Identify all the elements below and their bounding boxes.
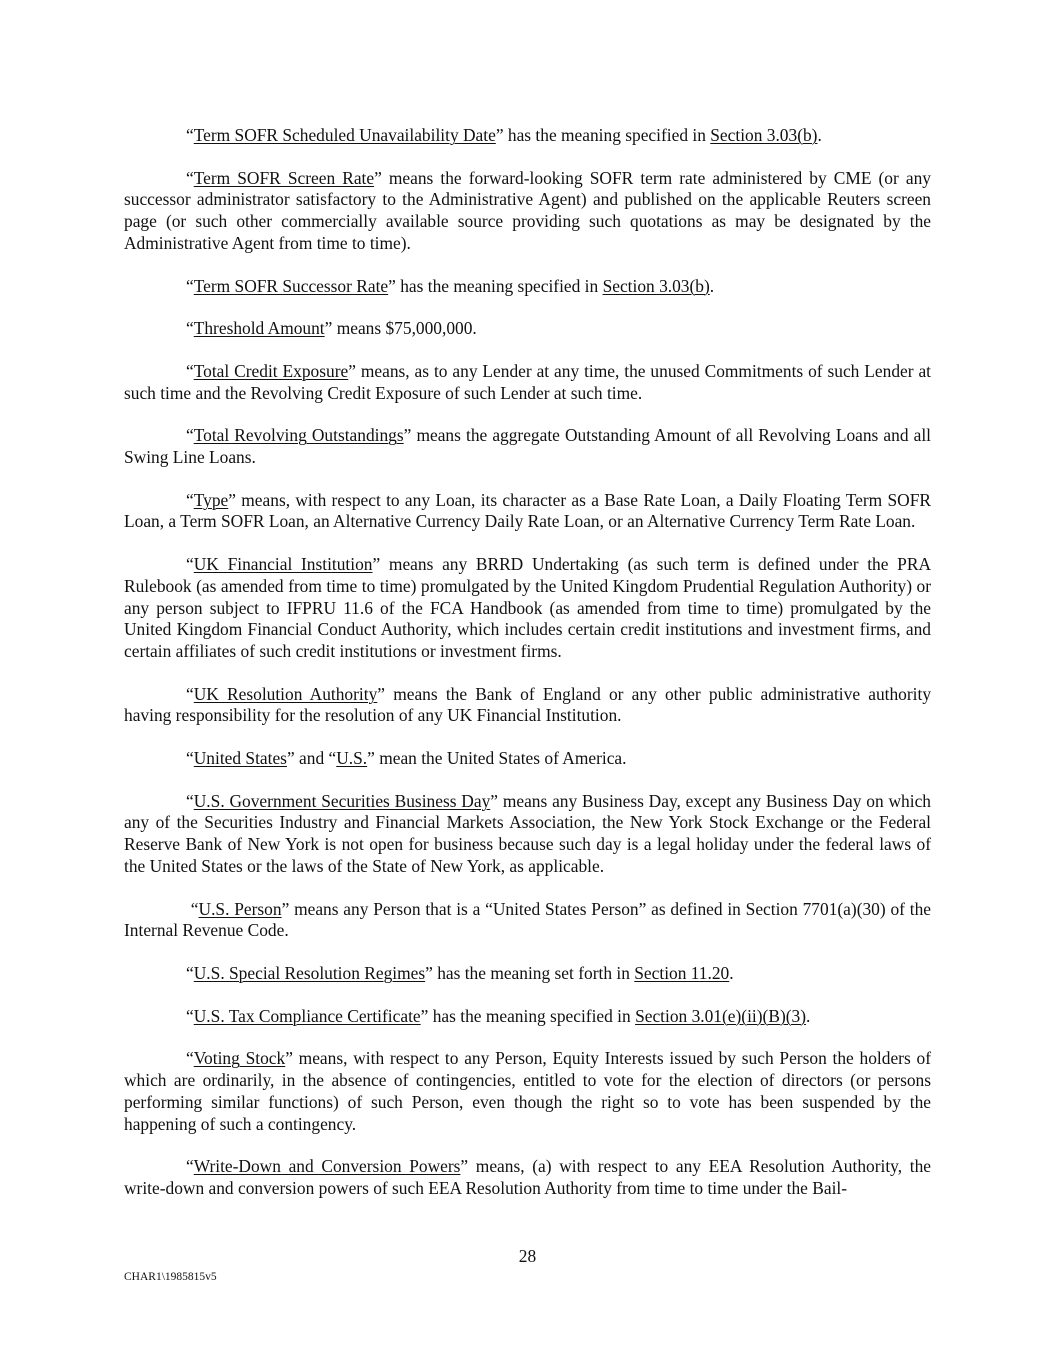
defined-term: Total Revolving Outstandings [193,425,404,446]
defined-term: Type [193,489,229,510]
defined-term: Term SOFR Successor Rate [193,275,389,296]
definition-paragraph: “Write-Down and Conversion Powers” means, (a) with respect to any EEA Resolution Authority, the write-down and conversion powers of such EEA Resolution Authority from time to time under the Bail- [124,1156,932,1198]
definition-paragraph: “U.S. Tax Compliance Certificate” has the meaning specified in Section 3.01(e)(ii)(B)(3). [186,1005,811,1026]
definition-paragraph: “U.S. Special Resolution Regimes” has the meaning set forth in Section 11.20. [186,962,734,983]
definition-paragraph: “Term SOFR Screen Rate” means the forward-looking SOFR term rate administered by CME (or any successor administrator satisfactory to the Administrative Agent) and published on the applicable Reuters screen page (or such other commercially available source providing such quotations as may be designated by the Administrative Agent from time to time). [124,167,931,253]
definition-paragraph: “U.S. Government Securities Business Day” means any Business Day, except any Business Day on which any of the Securities Industry and Financial Markets Association, the New York Stock Exchange or the Federal Reserve Bank of New York is not open for business because such day is a legal holiday under the federal laws of the United States or the laws of the State of New York, as applicable. [124,790,931,876]
section-reference: Section 3.03(b) [710,125,818,145]
defined-term: U.S. [336,748,368,769]
definitions-body [124,125,931,1200]
definition-paragraph: “Term SOFR Scheduled Unavailability Date” has the meaning specified in Section 3.03(b). [186,125,822,145]
page-number: 28 [518,1246,537,1266]
defined-term: UK Financial Institution [193,554,373,575]
defined-term: U.S. Special Resolution Regimes [193,962,426,983]
defined-term: United States [193,748,287,769]
definition-paragraph: “Term SOFR Successor Rate” has the meaning specified in Section 3.03(b). [186,275,715,296]
document-id: CHAR1\1985815v5 [124,1271,217,1283]
section-reference: Section 3.03(b) [602,275,710,296]
defined-term: Total Credit Exposure [193,360,349,381]
definition-paragraph: “Threshold Amount” means $75,000,000. [186,318,477,339]
defined-term: UK Resolution Authority [193,683,378,704]
definition-paragraph: “Voting Stock” means, with respect to any Person, Equity Interests issued by such Person the holders of which are ordinarily, in the absence of contingencies, entitled to vote for the election of directors (or persons performing similar functions) of such Person, even though the right so to vote has been suspended by the happening of such a contingency. [124,1048,931,1134]
defined-term: Voting Stock [193,1048,286,1069]
definition-paragraph: “UK Resolution Authority” means the Bank of England or any other public administrative authority having responsibility for the resolution of any UK Financial Institution. [124,683,932,726]
defined-term: U.S. Government Securities Business Day [193,790,491,811]
section-reference: Section 3.01(e)(ii)(B)(3) [635,1005,807,1026]
defined-term: U.S. Tax Compliance Certificate [193,1005,421,1026]
defined-term: U.S. Person [198,898,282,919]
definition-paragraph: “UK Financial Institution” means any BRRD Undertaking (as such term is defined under the PRA Rulebook (as amended from time to time) promulgated by the United Kingdom Prudential Regulation Authority) or any person subject to IFPRU 11.6 of the FCA Handbook (as amended from time to time) promulgated by the United Kingdom Financial Conduct Authority, which includes certain credit institutions and investment firms, and certain affiliates of such credit institutions or investment firms. [124,554,932,661]
definition-paragraph: “Type” means, with respect to any Loan, its character as a Base Rate Loan, a Daily Floating Term SOFR Loan, a Term SOFR Loan, an Alternative Currency Daily Rate Loan, or an Alternative Currency Term Rate Loan. [124,489,931,532]
definition-paragraph: “Total Revolving Outstandings” means the aggregate Outstanding Amount of all Revolving Loans and all Swing Line Loans. [124,425,931,468]
defined-term: Write-Down and Conversion Powers [193,1156,461,1177]
section-reference: Section 11.20 [634,962,730,983]
defined-term: Term SOFR Screen Rate [193,167,375,188]
definition-paragraph: “Total Credit Exposure” means, as to any Lender at any time, the unused Commitments of such Lender at such time and the Revolving Credit Exposure of such Lender at such time. [124,360,931,403]
definition-paragraph: “United States” and “U.S.” mean the United States of America. [186,748,627,769]
defined-term: Term SOFR Scheduled Unavailability Date [193,125,496,145]
defined-term: Threshold Amount [193,318,325,339]
definition-paragraph: “U.S. Person” means any Person that is a “United States Person” as defined in Section 7701(a)(30) of the Internal Revenue Code. [124,898,931,941]
